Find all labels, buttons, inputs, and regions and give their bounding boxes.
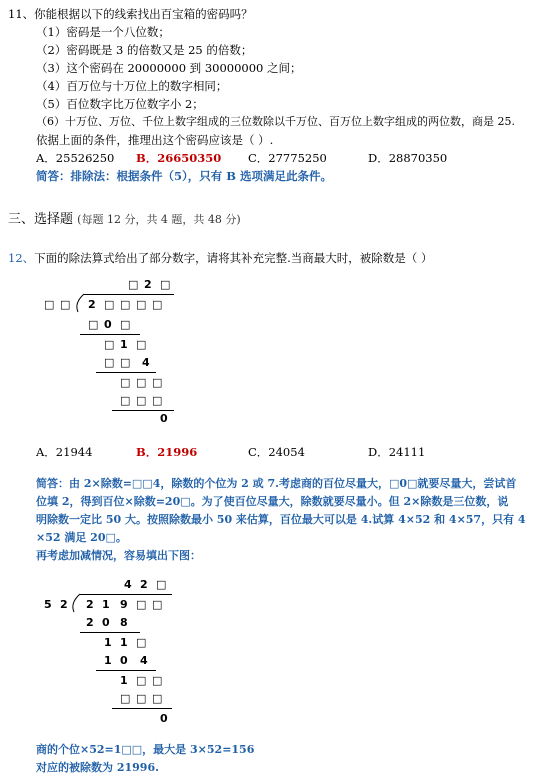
p1-dividend-0: 2	[88, 298, 96, 311]
q11-clue-6: （6）十万位、万位、千位上数字组成的三位数除以千万位、百万位上数字组成的两位数，商是 25.	[36, 115, 515, 128]
q12-option-d: D．24111	[368, 445, 426, 459]
p2-vinculum	[80, 594, 172, 595]
p2-quotient-1: 2	[140, 578, 148, 591]
p1-bracket	[72, 293, 86, 313]
p2-dividend-0: 2	[86, 598, 94, 611]
p1-vinculum	[84, 294, 174, 295]
p1-r1-1: 0	[104, 318, 112, 331]
p2-r3-0: 1	[104, 654, 112, 667]
q12-final-line-1: 商的个位×52=1□□，最大是 3×52=156	[36, 743, 255, 756]
p2-r4-0: 1	[120, 674, 128, 687]
p1-r1-0: □	[88, 318, 99, 331]
p2-line-2	[96, 670, 156, 671]
p1-r1-2: □	[120, 318, 131, 331]
q12-option-c: C．24054	[248, 445, 305, 459]
q11-clue-3: （3）这个密码在 20000000 到 30000000 之间；	[36, 61, 302, 75]
q11-clue-2: （2）密码既是 3 的倍数又是 25 的倍数；	[36, 43, 253, 57]
p2-r4-1: □	[136, 674, 147, 687]
q11-clue-1: （1）密码是一个八位数；	[36, 25, 170, 39]
p1-r3-1: □	[120, 356, 131, 369]
p2-bracket	[68, 593, 82, 613]
q12-heading	[8, 250, 432, 266]
p1-quotient-2: □	[160, 278, 171, 291]
p1-r2-0: □	[104, 338, 115, 351]
p1-dividend-1: □	[104, 298, 115, 311]
p2-r2-2: □	[136, 636, 147, 649]
p2-dividend-1: 1	[102, 598, 110, 611]
p1-dividend-2: □	[120, 298, 131, 311]
q11-option-d: D．28870350	[368, 151, 448, 165]
p2-line-1	[80, 632, 140, 633]
q12-answer-line-3: 明除数一定比 50 大。按照除数最小 50 来估算，百位最大可以是 4.试算 4×52 和 4×57，只有 4	[36, 513, 526, 526]
q11-answer: 简答：排除法：根据条件（5），只有 B 选项满足此条件。	[36, 169, 332, 183]
p2-r5-2: □	[152, 692, 163, 705]
q12-option-a: A．21944	[36, 445, 93, 459]
p2-r5-1: □	[136, 692, 147, 705]
p1-dividend-4: □	[152, 298, 163, 311]
p1-r5-2: □	[152, 394, 163, 407]
p2-dividend-2: 9	[120, 598, 128, 611]
p1-r6-0: 0	[160, 412, 168, 425]
p2-quotient-2: □	[156, 578, 167, 591]
q11-option-a: A．25526250	[36, 151, 115, 165]
p1-dividend-3: □	[136, 298, 147, 311]
p1-r4-0: □	[120, 376, 131, 389]
q11-clue-4: （4）百万位与十万位上的数字相同；	[36, 79, 228, 93]
q11-option-c: C．27775250	[248, 151, 327, 165]
q12-answer-line-2: 位填 2，得到百位×除数=20□。为了使百位尽量大，除数就要尽量小。但 2×除数是三位数，说	[36, 495, 509, 508]
q11-title: 11、你能根据以下的线索找出百宝箱的密码吗？	[8, 7, 253, 21]
p2-r2-1: 1	[120, 636, 128, 649]
q12-final-line-2: 对应的被除数为 21996.	[36, 761, 159, 774]
p1-line-2	[96, 372, 156, 373]
p1-quotient-1: 2	[144, 278, 152, 291]
p1-line-1	[80, 334, 140, 335]
p2-r1-2: 8	[120, 616, 128, 629]
p2-r2-0: 1	[104, 636, 112, 649]
p1-r4-2: □	[152, 376, 163, 389]
p1-r2-1: 1	[120, 338, 128, 351]
p2-line-3	[112, 708, 172, 709]
q12-answer-line-4: ×52 满足 20□。	[36, 531, 127, 544]
p1-line-3	[112, 410, 174, 411]
p1-r2-2: □	[136, 338, 147, 351]
p2-dividend-4: □	[152, 598, 163, 611]
p1-divisor-1: □	[60, 298, 71, 311]
q12-number: 12、	[8, 251, 35, 265]
p1-r5-0: □	[120, 394, 131, 407]
p1-r4-1: □	[136, 376, 147, 389]
q12-answer-line-1: 简答：由 2×除数=□□4，除数的个位为 2 或 7.考虑商的百位尽量大，□0□就要尽量大，尝试首	[36, 477, 517, 490]
p1-quotient-0: □	[128, 278, 139, 291]
p2-divisor-0: 5	[44, 598, 52, 611]
p2-r4-2: □	[152, 674, 163, 687]
q12-title: 下面的除法算式给出了部分数字，请将其补充完整.当商最大时，被除数是（ ）	[34, 251, 433, 265]
q11-option-b: B．26650350	[136, 151, 222, 165]
q11-prompt: 依据上面的条件，推理出这个密码应该是（ ）.	[36, 133, 274, 147]
p1-divisor-0: □	[44, 298, 55, 311]
p2-r6-0: 0	[160, 712, 168, 725]
p2-r1-1: 0	[102, 616, 110, 629]
p2-r3-2: 4	[140, 654, 148, 667]
section-title-text: 三、选择题	[8, 212, 74, 227]
section-note: (每题 12 分，共 4 题，共 48 分)	[77, 213, 241, 226]
p1-r5-1: □	[136, 394, 147, 407]
p1-r3-0: □	[104, 356, 115, 369]
p2-quotient-0: 4	[124, 578, 132, 591]
p2-divisor-1: 2	[60, 598, 68, 611]
p2-r5-0: □	[120, 692, 131, 705]
p2-r3-1: 0	[120, 654, 128, 667]
section-title	[8, 212, 241, 228]
p1-r3-2: 4	[142, 356, 150, 369]
q12-answer-line-5: 再考虑加减情况，容易填出下图：	[36, 549, 201, 562]
q11-clue-5: （5）百位数字比万位数字小 2；	[36, 97, 204, 111]
p2-dividend-3: □	[136, 598, 147, 611]
p2-r1-0: 2	[86, 616, 94, 629]
q12-option-b: B．21996	[136, 445, 198, 459]
